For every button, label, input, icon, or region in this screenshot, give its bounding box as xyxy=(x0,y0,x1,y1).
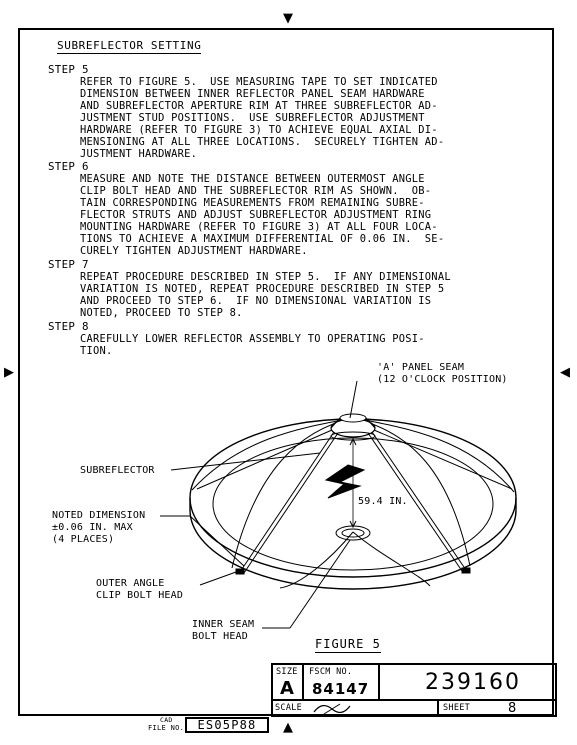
step-6-heading: STEP 6 xyxy=(48,160,89,173)
step-6-line: TIONS TO ACHIEVE A MAXIMUM DIFFERENTIAL OF 0.06 IN. SE- xyxy=(80,233,445,245)
callout-inner-seam-line2: BOLT HEAD xyxy=(192,631,248,642)
callout-panel-seam-line1: 'A' PANEL SEAM xyxy=(377,362,465,373)
step-5-line: REFER TO FIGURE 5. USE MEASURING TAPE TO SET INDICATED xyxy=(80,76,438,88)
top-center-arrow-icon: ▼ xyxy=(283,11,293,26)
step-6-line: TAIN CORRESPONDING MEASUREMENTS FROM REMAINING SUBRE- xyxy=(80,197,425,209)
callout-noted-dimension-line1: NOTED DIMENSION xyxy=(52,510,146,521)
scale-not-to-scale-icon xyxy=(312,703,352,715)
title-block-divider xyxy=(378,663,380,700)
step-7-line: REPEAT PROCEDURE DESCRIBED IN STEP 5. IF ANY DIMENSIONAL xyxy=(80,271,451,283)
size-label: SIZE xyxy=(276,667,298,677)
step-5-line: AND SUBREFLECTOR APERTURE RIM AT THREE SUBREFLECTOR AD- xyxy=(80,100,438,112)
step-5-line: JUSTMENT HARDWARE. xyxy=(80,148,198,160)
figure-title: FIGURE 5 xyxy=(315,637,381,651)
step-5-heading: STEP 5 xyxy=(48,63,89,76)
step-7-line: NOTED, PROCEED TO STEP 8. xyxy=(80,307,243,319)
step-7-heading: STEP 7 xyxy=(48,258,89,271)
left-center-arrow-icon: ▶ xyxy=(4,365,14,380)
callout-outer-angle-line2: CLIP BOLT HEAD xyxy=(96,590,184,601)
step-6-line: CLIP BOLT HEAD AND THE SUBREFLECTOR RIM AS SHOWN. OB- xyxy=(80,185,432,197)
section-title: SUBREFLECTOR SETTING xyxy=(57,39,202,52)
step-6-line: MOUNTING HARDWARE (REFER TO FIGURE 3) AT ALL FOUR LOCA- xyxy=(80,221,438,233)
callout-noted-dimension-line2: ±0.06 IN. MAX xyxy=(52,522,133,533)
fscm-label: FSCM NO. xyxy=(309,667,353,677)
step-6-line: MEASURE AND NOTE THE DISTANCE BETWEEN OUTERMOST ANGLE xyxy=(80,173,425,185)
callout-inner-seam-line1: INNER SEAM xyxy=(192,619,255,630)
step-5-line: DIMENSION BETWEEN INNER REFLECTOR PANEL SEAM HARDWARE xyxy=(80,88,425,100)
right-center-arrow-icon: ◀ xyxy=(560,365,570,380)
callout-noted-dimension-line3: (4 PLACES) xyxy=(52,534,115,545)
step-5-line: MENSIONING AT ALL THREE LOCATIONS. SECURELY TIGHTEN AD- xyxy=(80,136,445,148)
step-8-line: CAREFULLY LOWER REFLECTOR ASSEMBLY TO OPERATING POSI- xyxy=(80,333,425,345)
step-6-line: CURELY TIGHTEN ADJUSTMENT HARDWARE. xyxy=(80,245,308,257)
callout-subreflector: SUBREFLECTOR xyxy=(80,465,155,476)
step-5-line: HARDWARE (REFER TO FIGURE 3) TO ACHIEVE EQUAL AXIAL DI- xyxy=(80,124,438,136)
cad-file-label-top: CAD xyxy=(160,716,173,724)
cad-file-label-bottom: FILE NO. xyxy=(148,724,185,732)
step-7-line: VARIATION IS NOTED, REPEAT PROCEDURE DESCRIBED IN STEP 5 xyxy=(80,283,445,295)
size-value: A xyxy=(280,678,294,699)
callout-outer-angle-line1: OUTER ANGLE xyxy=(96,578,165,589)
scale-label: SCALE xyxy=(275,703,303,713)
callout-panel-seam-line2: (12 O'CLOCK POSITION) xyxy=(377,374,508,385)
bottom-center-arrow-icon: ▲ xyxy=(283,720,293,735)
drawing-number: 239160 xyxy=(425,670,521,695)
step-5-line: JUSTMENT STUD POSITIONS. USE SUBREFLECTOR ADJUSTMENT xyxy=(80,112,425,124)
sheet-value: 8 xyxy=(508,701,517,716)
title-block-divider xyxy=(302,663,304,700)
step-8-heading: STEP 8 xyxy=(48,320,89,333)
dimension-label: 59.4 IN. xyxy=(358,496,408,507)
fscm-value: 84147 xyxy=(312,680,370,698)
step-6-line: FLECTOR STRUTS AND ADJUST SUBREFLECTOR ADJUSTMENT RING xyxy=(80,209,432,221)
sheet-label: SHEET xyxy=(443,703,471,713)
cad-file-number: ES05P88 xyxy=(185,717,269,733)
step-7-line: AND PROCEED TO STEP 6. IF NO DIMENSIONAL VARIATION IS xyxy=(80,295,432,307)
step-8-line: TION. xyxy=(80,345,113,357)
title-block-divider xyxy=(437,699,439,717)
